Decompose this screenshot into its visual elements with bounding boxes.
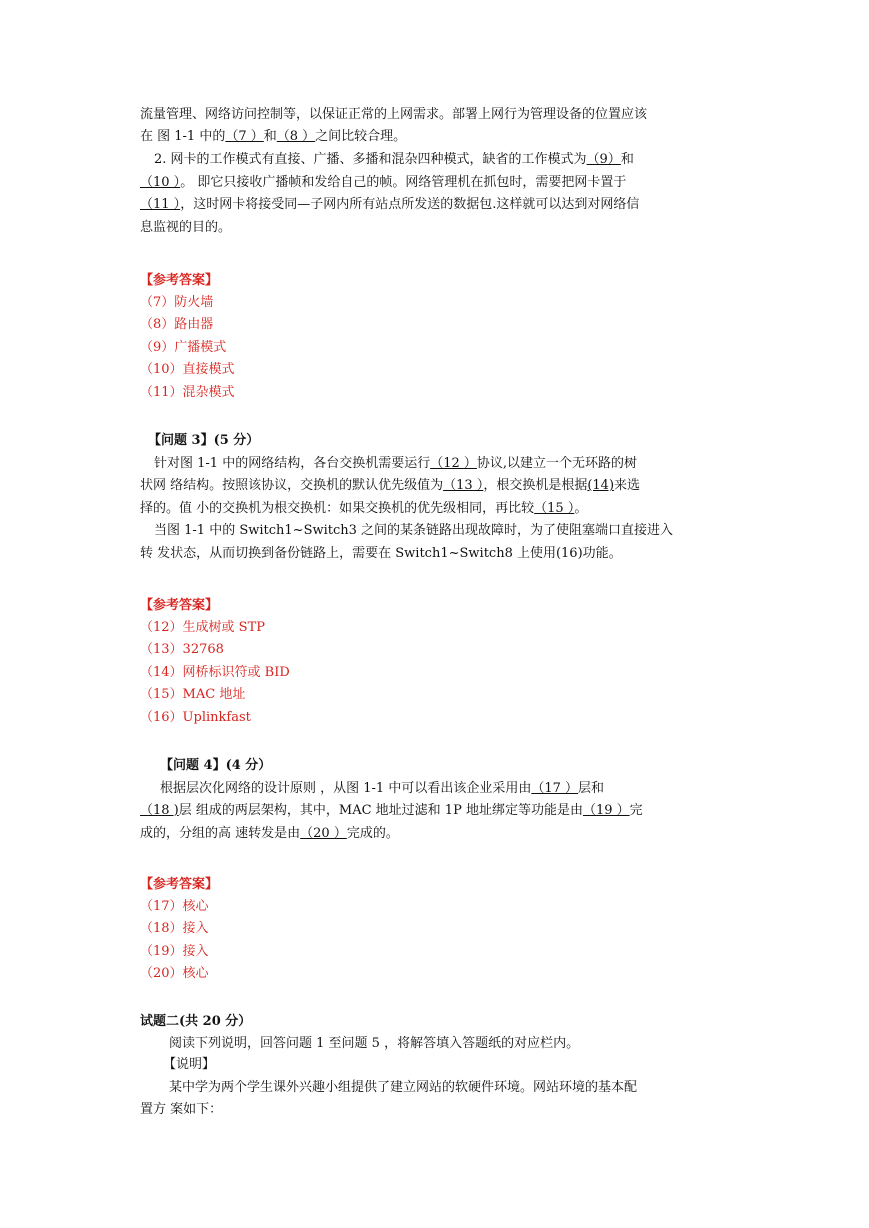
blank-15: （15 ） (534, 501, 575, 516)
q4-text: 根据层次化网络的设计原则 ，从图 1-1 中可以看出该企业采用由 (160, 781, 532, 796)
q2-paragraph-line-6: 息监视的目的。 (140, 220, 232, 235)
q4-paragraph-line-1 (160, 780, 604, 798)
blank-11: （11 ） (140, 197, 181, 212)
q3-text: 择的。值 小的交换机为根交换机：如果交换机的优先级相同，再比较 (140, 501, 535, 516)
answer-item: （7）防火墙 (140, 295, 214, 310)
q2-paragraph-line-5 (140, 196, 639, 214)
q3-text: 协议,以建立一个无环路的树 (476, 456, 638, 471)
q2-text: 在 图 1-1 中的 (140, 129, 226, 144)
q2-text: 和 (620, 152, 634, 167)
q2-paragraph-line-2 (140, 128, 406, 146)
q2-paragraph-line-4 (140, 174, 626, 192)
q2-paragraph-line-3 (154, 151, 634, 169)
q4-text: 完成的。 (346, 826, 399, 841)
blank-13: （13 ） (443, 478, 484, 493)
test-2-title: 试题二(共 20 分） (140, 1014, 252, 1029)
blank-20: （20 ） (300, 826, 347, 841)
answer-item: （10）直接模式 (140, 362, 235, 377)
test-2-description-line-1: 某中学为两个学生课外兴趣小组提供了建立网站的软硬件环境。网站环境的基本配 (169, 1080, 638, 1095)
q4-paragraph-line-3 (140, 825, 399, 843)
blank-9: （9） (586, 152, 621, 167)
answer-item: （14）网桥标识符或 BID (140, 665, 290, 680)
answer-item: （13）32768 (140, 642, 224, 657)
blank-14: (14) (587, 478, 615, 493)
answer-heading: 【参考答案】 (140, 598, 219, 613)
answer-item: （16）Uplinkfast (140, 710, 251, 725)
q3-paragraph-line-5: 转 发状态，从而切换到备份链路上，需要在 Switch1~Switch8 上使用(16)功能。 (140, 546, 622, 561)
test-2-instruction: 阅读下列说明，回答问题 1 至问题 5 ，将解答填入答题纸的对应栏内。 (169, 1036, 580, 1051)
test-2-description-line-2: 置方 案如下： (140, 1102, 223, 1117)
q4-text: 层 组成的两层架构，其中，MAC 地址过滤和 1P 地址绑定等功能是由 (178, 803, 583, 818)
blank-10: （10 ） (140, 175, 181, 190)
q3-text: 针对图 1-1 中的网络结构，各台交换机需要运行 (154, 456, 431, 471)
blank-18: （18 ) (140, 803, 179, 818)
q3-text: 状网 络结构。按照该协议，交换机的默认优先级值为 (140, 478, 444, 493)
q3-text: 来选 (614, 478, 641, 493)
blank-7: （7 ） (225, 129, 264, 144)
q2-text: 和 (263, 129, 277, 144)
answer-item: （11）混杂模式 (140, 385, 235, 400)
answer-item: （12）生成树或 STP (140, 620, 265, 635)
q2-text: 。 即它只接收广播帧和发给自己的帧。网络管理机在抓包时，需要把网卡置于 (180, 175, 627, 190)
q4-text: 完 (629, 803, 643, 818)
q3-paragraph-line-1 (154, 455, 637, 473)
question-3-title: 【问题 3】(5 分） (148, 433, 260, 448)
test-2-description-heading: 【说明】 (163, 1057, 216, 1072)
q2-text: ，这时网卡将接受同—子网内所有站点所发送的数据包.这样就可以达到对网络信 (180, 197, 640, 212)
q2-text: 2. 网卡的工作模式有直接、广播、多播和混杂四种模式，缺省的工作模式为 (154, 152, 587, 167)
blank-19: （19 ） (582, 803, 630, 818)
q3-paragraph-line-4: 当图 1-1 中的 Switch1~Switch3 之间的某条链路出现故障时，为了使阻塞端口直接进入 (154, 523, 674, 538)
answer-heading: 【参考答案】 (140, 877, 219, 892)
q2-paragraph-line-1: 流量管理、网络访问控制等，以保证正常的上网需求。部署上网行为管理设备的位置应该 (140, 107, 648, 122)
q4-text: 层和 (578, 781, 605, 796)
q3-text: ，根交换机是根据 (483, 478, 588, 493)
answer-item: （20）核心 (140, 966, 209, 981)
answer-item: （19）接入 (140, 944, 209, 959)
q3-paragraph-line-2 (140, 477, 640, 495)
q3-text: 。 (574, 501, 588, 516)
blank-12: （12 ） (430, 456, 477, 471)
blank-17: （17 ） (531, 781, 579, 796)
answer-item: （18）接入 (140, 921, 209, 936)
answer-item: （8）路由器 (140, 317, 214, 332)
answer-item: （17）核心 (140, 899, 209, 914)
q4-text: 成的，分组的高 速转发是由 (140, 826, 301, 841)
q3-paragraph-line-3 (140, 500, 587, 518)
answer-item: （15）MAC 地址 (140, 687, 246, 702)
answer-heading: 【参考答案】 (140, 273, 219, 288)
question-4-title: 【问题 4】(4 分） (160, 758, 272, 773)
blank-8: （8 ） (276, 129, 316, 144)
q2-text: 之间比较合理。 (315, 129, 407, 144)
answer-item: （9）广播模式 (140, 340, 227, 355)
q4-paragraph-line-2 (140, 802, 643, 820)
